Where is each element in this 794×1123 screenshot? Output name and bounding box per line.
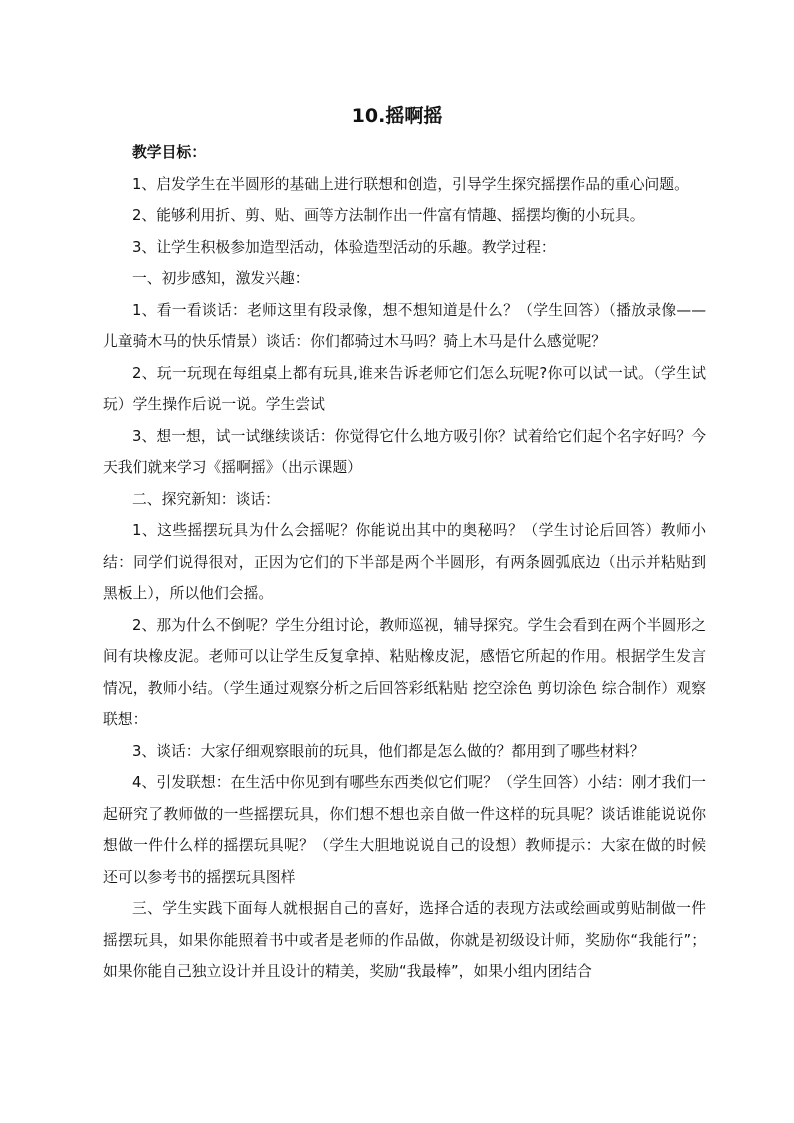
- paragraph: 1、这些摇摆玩具为什么会摇呢？你能说出其中的奥秘吗？（学生讨论后回答）教师小结：同学们说得很对，正因为它们的下半部是两个半圆形，有两条圆弧底边（出示并粘贴到黑板上），所以他们会摇。: [103, 522, 706, 602]
- paragraph: 2、玩一玩现在每组桌上都有玩具,谁来告诉老师它们怎么玩呢?你可以试一试。（学生试玩）学生操作后说一说。学生尝试: [103, 364, 706, 413]
- document-title: 10.摇啊摇: [351, 105, 443, 127]
- section-heading: 二、探究新知：谈话：: [132, 490, 280, 508]
- paragraph: 2、能够利用折、剪、贴、画等方法制作出一件富有情趣、摇摆均衡的小玩具。: [132, 207, 645, 224]
- paragraph: 3、让学生积极参加造型活动，体验造型活动的乐趣。教学过程：: [132, 238, 556, 256]
- paragraph: 3、想一想，试一试继续谈话：你觉得它什么地方吸引你？试着给它们起个名字好吗？今天我们就来学习《摇啊摇》（出示课题）: [103, 427, 706, 476]
- section-heading: 一、初步感知，激发兴趣：: [132, 270, 310, 287]
- paragraph: 1、启发学生在半圆形的基础上进行联想和创造，引导学生探究摇摆作品的重心问题。: [132, 175, 689, 193]
- paragraph: 3、谈话：大家仔细观察眼前的玩具，他们都是怎么做的？都用到了哪些材料？: [132, 742, 645, 760]
- paragraph: 4、引发联想：在生活中你见到有哪些东西类似它们呢？（学生回答）小结：刚才我们一起研究了教师做的一些摇摆玩具，你们想不想也亲自做一件这样的玩具呢？谈话谁能说说你想做一件什么样的摇摆玩具呢？（学生大胆地说说自己的设想）教师提示：大家在做的时候还可以参考书的摇摆玩具图样: [103, 774, 706, 886]
- document-body: [103, 137, 706, 988]
- paragraph: 1、看一看谈话：老师这里有段录像，想不想知道是什么？（学生回答）（播放录像——儿童骑木马的快乐情景）谈话：你们都骑过木马吗？骑上木马是什么感觉呢？: [103, 301, 706, 350]
- paragraph: 三、学生实践下面每人就根据自己的喜好，选择合适的表现方法或绘画或剪贴制做一件摇摆玩具，如果你能照着书中或者是老师的作品做，你就是初级设计师，奖励你“我能行”；如果你能自己独立设计并且设计的精美，奖励“我最棒”，如果小组内团结合: [103, 900, 706, 980]
- paragraph: 2、那为什么不倒呢？学生分组讨论，教师巡视，辅导探究。学生会看到在两个半圆形之间有块橡皮泥。老师可以让学生反复拿掉、粘贴橡皮泥，感悟它所起的作用。根据学生发言情况，教师小结。（学生通过观察分析之后回答彩纸粘贴 挖空涂色 剪切涂色 综合制作）观察联想：: [103, 616, 706, 728]
- section-heading-objectives: 教学目标：: [132, 144, 206, 161]
